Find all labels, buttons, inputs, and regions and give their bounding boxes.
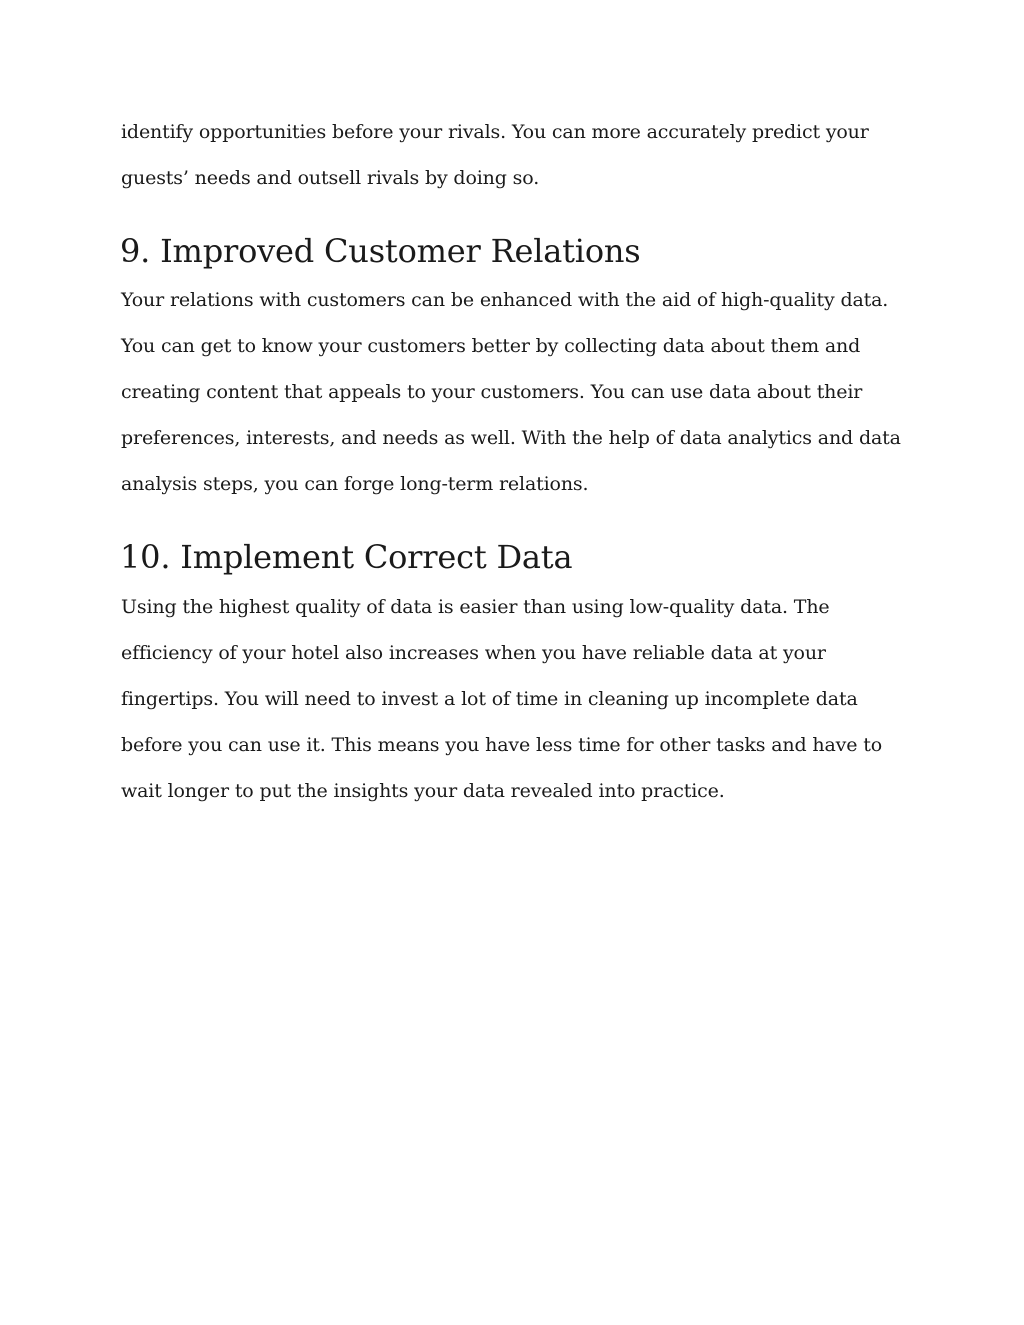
paragraph-line: fingertips. You will need to invest a lot of time in cleaning up incomplete data [121,688,858,710]
paragraph-line: efficiency of your hotel also increases when you have reliable data at your [121,642,826,664]
paragraph-line: guests’ needs and outsell rivals by doing so. [121,167,540,189]
paragraph-line: analysis steps, you can forge long-term relations. [121,473,589,495]
paragraph-line: Your relations with customers can be enhanced with the aid of high-quality data. [121,289,889,311]
paragraph-line: preferences, interests, and needs as well. With the help of data analytics and data [121,427,901,449]
paragraph-line: Using the highest quality of data is easier than using low-quality data. The [121,596,830,618]
paragraph-line: wait longer to put the insights your data revealed into practice. [121,780,725,802]
paragraph-line: identify opportunities before your rivals. You can more accurately predict your [121,121,869,143]
section-10-heading: 10. Implement Correct Data [120,538,573,576]
paragraph-line: before you can use it. This means you have less time for other tasks and have to [121,734,883,756]
paragraph-line: creating content that appeals to your customers. You can use data about their [121,381,863,403]
section-9-heading: 9. Improved Customer Relations [120,232,641,270]
paragraph-line: You can get to know your customers better by collecting data about them and [121,335,861,357]
